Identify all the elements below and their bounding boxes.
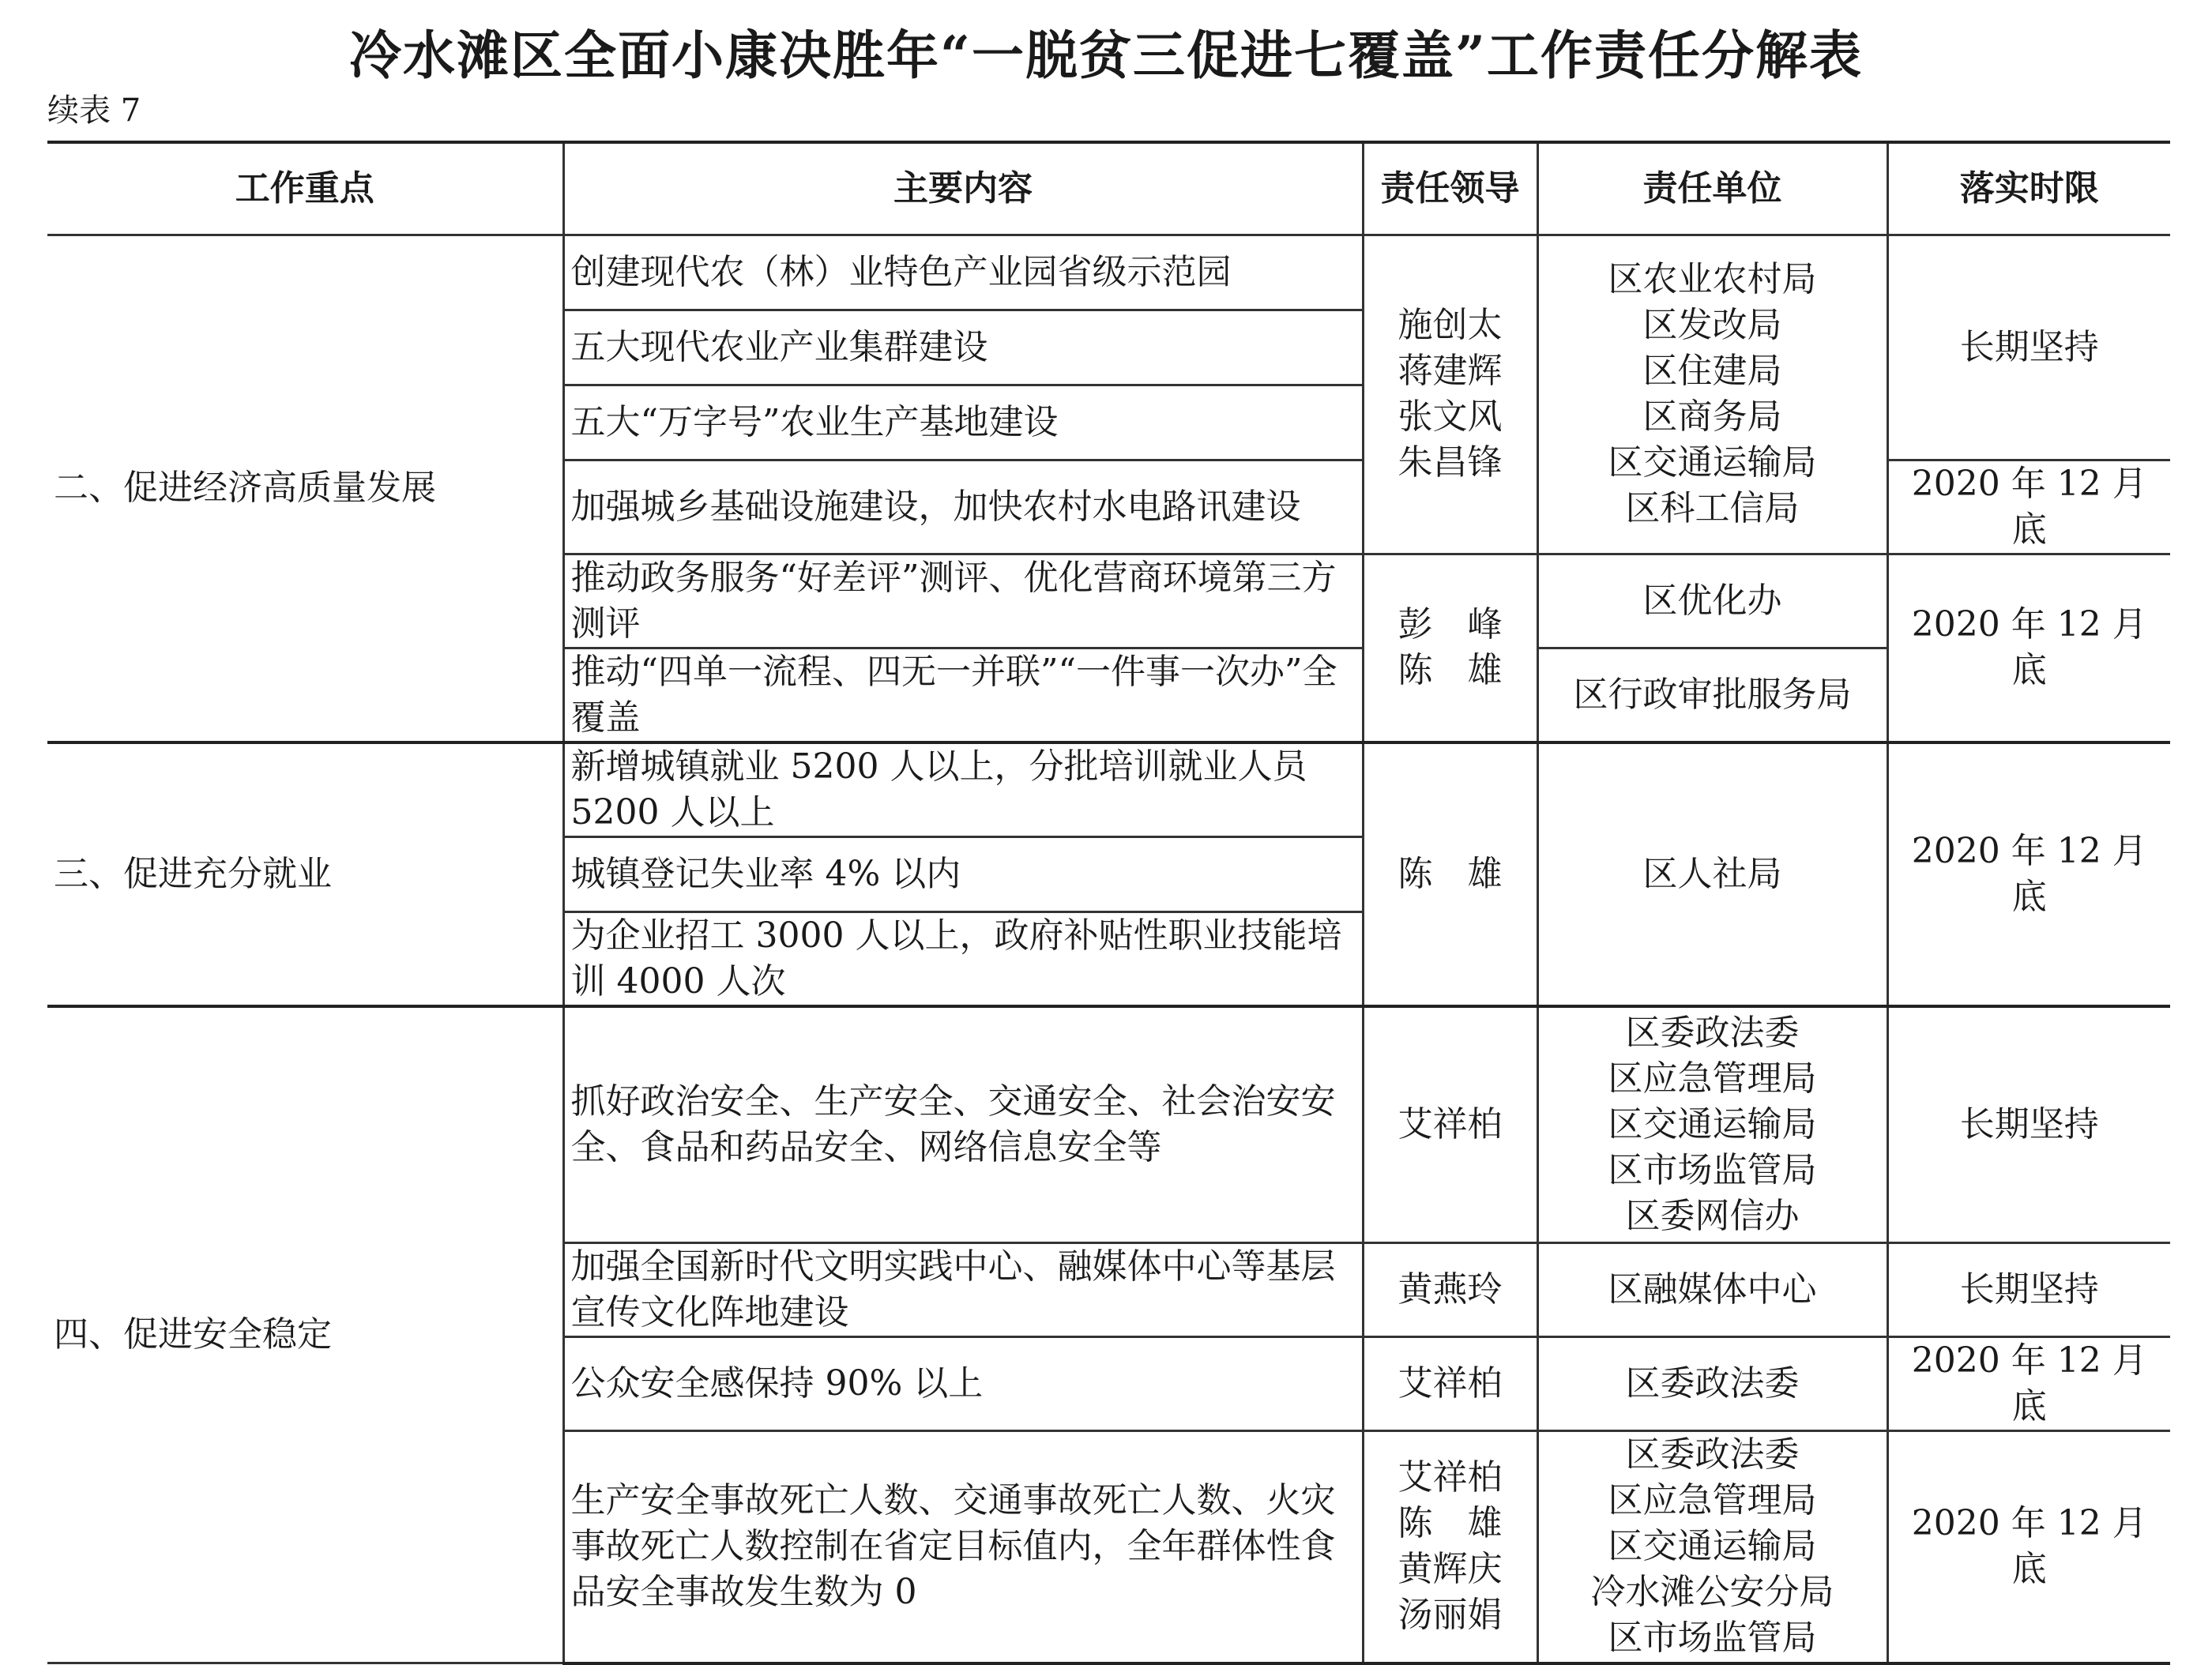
unit-cell: 区优化办 [1537, 554, 1887, 648]
cell-line: 艾祥柏 [1398, 1103, 1503, 1144]
cell-line: 区委政法委 [1625, 1363, 1800, 1404]
cell-line: 蒋建辉 [1398, 351, 1503, 391]
leader-cell [1363, 1006, 1537, 1243]
section-focus: 二、促进经济高质量发展 [47, 235, 563, 742]
unit-cell [1537, 1006, 1887, 1243]
leader-cell [1363, 1243, 1537, 1337]
cell-line: 区融媒体中心 [1608, 1269, 1817, 1310]
content-cell: 创建现代农（林）业特色产业园省级示范园 [563, 235, 1363, 310]
header-row [47, 142, 2170, 235]
header-focus: 工作重点 [47, 142, 563, 235]
leader-cell [1363, 1431, 1537, 1663]
content-cell: 加强城乡基础设施建设，加快农村水电路讯建设 [563, 460, 1363, 554]
unit-cell: 区行政审批服务局 [1537, 648, 1887, 742]
content-cell: 抓好政治安全、生产安全、交通安全、社会治安安全、食品和药品安全、网络信息安全等 [563, 1006, 1363, 1243]
content-cell: 为企业招工 3000 人以上，政府补贴性职业技能培训 4000 人次 [563, 911, 1363, 1006]
deadline-cell: 2020 年 12 月底 [1887, 1337, 2170, 1431]
table-continuation-label: 续表 7 [47, 92, 141, 129]
cell-line: 区农业农村局 [1608, 259, 1817, 299]
cell-line: 区委政法委 [1625, 1012, 1800, 1053]
cell-line: 施创太 [1398, 305, 1503, 345]
table-row [47, 742, 2170, 837]
content-cell: 五大现代农业产业集群建设 [563, 310, 1363, 385]
cell-line: 区住建局 [1642, 351, 1782, 391]
cell-line: 黄燕玲 [1398, 1269, 1503, 1310]
leader-cell [1363, 235, 1537, 554]
leader-cell: 陈 雄 [1363, 742, 1537, 1006]
header-content: 主要内容 [563, 142, 1363, 235]
content-cell: 加强全国新时代文明实践中心、融媒体中心等基层宣传文化阵地建设 [563, 1243, 1363, 1337]
responsibility-table [47, 141, 2170, 1665]
header-deadline: 落实时限 [1887, 142, 2170, 235]
cell-line: 彭 峰 [1398, 604, 1503, 645]
cell-line: 区市场监管局 [1608, 1618, 1817, 1659]
cell-line: 区委政法委 [1625, 1434, 1800, 1475]
cell-line: 区委网信办 [1625, 1195, 1800, 1236]
cell-line: 朱昌锋 [1398, 442, 1503, 483]
cell-line: 区应急管理局 [1608, 1480, 1817, 1521]
cell-line: 区应急管理局 [1608, 1058, 1817, 1099]
deadline-cell: 2020 年 12 月底 [1887, 554, 2170, 742]
table-row [47, 1006, 2170, 1243]
unit-cell: 区人社局 [1537, 742, 1887, 1006]
unit-cell [1537, 235, 1887, 554]
leader-cell [1363, 1337, 1537, 1431]
cell-line: 陈 雄 [1398, 1503, 1503, 1544]
unit-cell [1537, 1243, 1887, 1337]
section-focus: 四、促进安全稳定 [47, 1006, 563, 1663]
deadline-cell: 2020 年 12 月底 [1887, 742, 2170, 1006]
content-cell: 公众安全感保持 90% 以上 [563, 1337, 1363, 1431]
cell-line: 黄辉庆 [1398, 1549, 1503, 1590]
cell-line: 艾祥柏 [1398, 1457, 1503, 1498]
cell-line: 陈 雄 [1398, 650, 1503, 690]
content-cell: 新增城镇就业 5200 人以上，分批培训就业人员 5200 人以上 [563, 742, 1363, 837]
header-leader: 责任领导 [1363, 142, 1537, 235]
deadline-cell: 2020 年 12 月底 [1887, 1431, 2170, 1663]
page-title: 冷水滩区全面小康决胜年“一脱贫三促进七覆盖”工作责任分解表 [349, 24, 1863, 86]
cell-line: 艾祥柏 [1398, 1363, 1503, 1404]
leader-cell [1363, 554, 1537, 742]
content-cell: 生产安全事故死亡人数、交通事故死亡人数、火灾事故死亡人数控制在省定目标值内，全年群体性食品安全事故发生数为 0 [563, 1431, 1363, 1663]
deadline-cell: 2020 年 12 月底 [1887, 460, 2170, 554]
content-cell: 推动政务服务“好差评”测评、优化营商环境第三方测评 [563, 554, 1363, 648]
cell-line: 汤丽娟 [1398, 1595, 1503, 1636]
cell-line: 区交通运输局 [1608, 1103, 1817, 1144]
cell-line: 区发改局 [1642, 305, 1782, 345]
cell-line: 张文风 [1398, 397, 1503, 437]
deadline-cell: 长期坚持 [1887, 1243, 2170, 1337]
content-cell: 五大“万字号”农业生产基地建设 [563, 385, 1363, 460]
table-row [47, 235, 2170, 310]
cell-line: 区市场监管局 [1608, 1149, 1817, 1190]
cell-line: 冷水滩公安分局 [1590, 1572, 1834, 1613]
content-cell: 城镇登记失业率 4% 以内 [563, 836, 1363, 911]
deadline-cell: 长期坚持 [1887, 235, 2170, 460]
unit-cell [1537, 1337, 1887, 1431]
unit-cell [1537, 1431, 1887, 1663]
cell-line: 区交通运输局 [1608, 442, 1817, 483]
section-focus: 三、促进充分就业 [47, 742, 563, 1006]
content-cell: 推动“四单一流程、四无一并联”“一件事一次办”全覆盖 [563, 648, 1363, 742]
cell-line: 区商务局 [1642, 397, 1782, 437]
cell-line: 区交通运输局 [1608, 1526, 1817, 1567]
cell-line: 区科工信局 [1625, 488, 1800, 528]
deadline-cell: 长期坚持 [1887, 1006, 2170, 1243]
header-unit: 责任单位 [1537, 142, 1887, 235]
